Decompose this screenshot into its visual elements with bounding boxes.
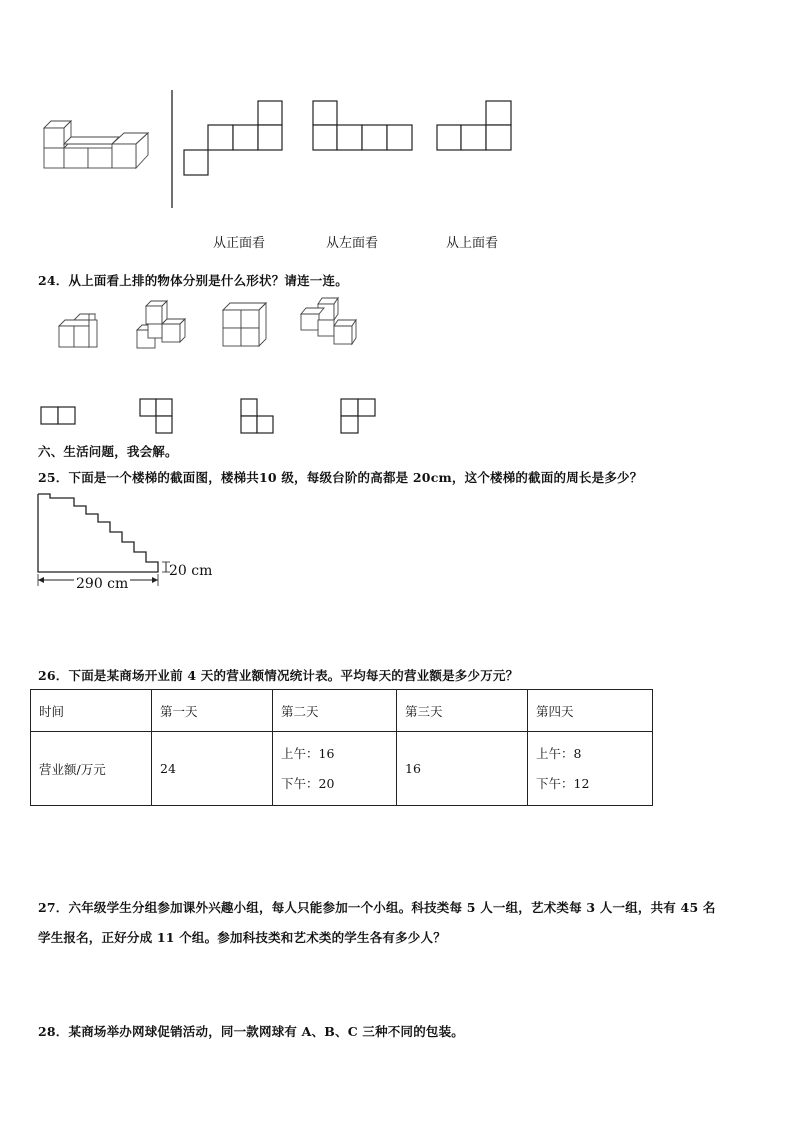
cube-arrangement-3d [40,124,160,184]
left-view-drawing [312,100,414,155]
cell-day4-pm: 下午：12 [536,775,590,791]
cell-day3: 16 [397,732,528,806]
header-day2: 第二天 [273,690,397,732]
table-header-row [31,690,653,732]
question-26: 26．下面是某商场开业前 4 天的营业额情况统计表。平均每天的营业额是多少万元？ [38,668,519,683]
sales-table [30,689,653,806]
solid-4-drawing [300,296,358,350]
step-height-label: 20 cm [169,563,213,579]
top-view-drawing [436,100,516,155]
question-25: 25．下面是一个楼梯的截面图，楼梯共10 级，每级台阶的高都是 20cm，这个楼梯的截面的周长是多少？ [38,470,643,485]
plan-shape-b [139,398,179,438]
row-label: 营业额/万元 [31,732,152,806]
solid-1-drawing [58,308,108,348]
header-day4: 第四天 [528,690,653,732]
staircase-width-label: 290 cm [76,576,129,592]
front-view-drawing [183,100,283,180]
table-row [31,732,653,806]
cell-day2 [273,732,397,806]
section-6-heading: 六、生活问题，我会解。 [38,444,178,459]
solid-3-drawing [222,302,272,352]
header-day3: 第三天 [397,690,528,732]
question-24: 24．从上面看上排的物体分别是什么形状？请连一连。 [38,273,348,288]
top-view-label: 从上面看 [446,236,499,251]
question-27-line2: 学生报名，正好分成 11 个组。参加科技类和艺术类的学生各有多少人？ [38,930,446,945]
divider-line [171,90,175,210]
cell-day2-pm: 下午：20 [281,775,335,791]
cell-day4-am: 上午：8 [536,745,582,761]
cell-day4 [528,732,653,806]
plan-shape-a [40,406,80,428]
question-28: 28．某商场举办网球促销活动，同一款网球有 A、B、C 三种不同的包装。 [38,1024,465,1039]
left-view-label: 从左面看 [326,236,379,251]
cell-day1: 24 [152,732,273,806]
cell-day2-am: 上午：16 [281,745,335,761]
front-view-label: 从正面看 [213,236,266,251]
plan-shape-c [240,398,280,438]
header-day1: 第一天 [152,690,273,732]
solid-2-drawing [136,300,188,352]
plan-shape-d [340,398,380,438]
question-27-line1: 27．六年级学生分组参加课外兴趣小组，每人只能参加一个小组。科技类每 5 人一组，艺术类每 3 人一组，共有 45 名 [38,900,716,915]
header-time: 时间 [31,690,152,732]
